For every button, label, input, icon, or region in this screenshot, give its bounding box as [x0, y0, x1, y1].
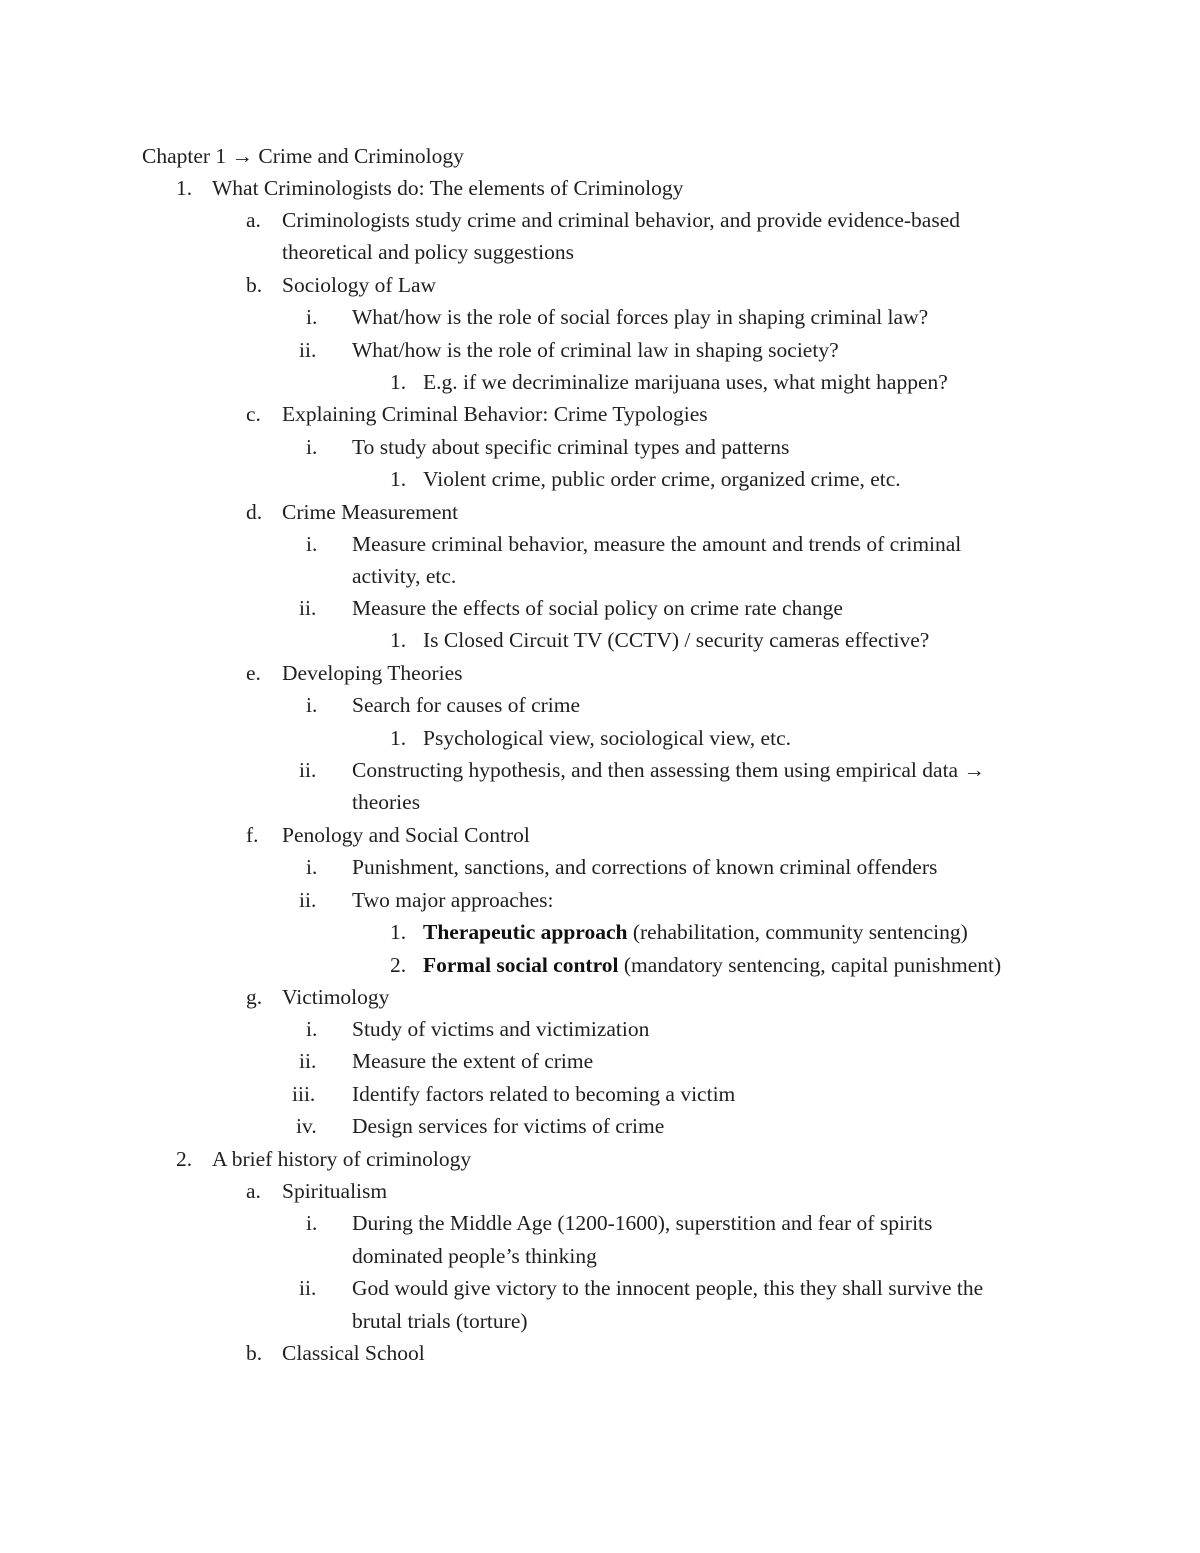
list-item-text: Study of victims and victimization [352, 1017, 650, 1041]
list-marker: i. [306, 305, 318, 329]
list-marker: a. [246, 208, 261, 232]
list-marker: i. [306, 532, 318, 556]
list-marker: iii. [292, 1082, 316, 1106]
list-marker: i. [306, 855, 318, 879]
list-marker: 1. [390, 628, 407, 652]
list-item-text: To study about specific criminal types and patterns [352, 435, 790, 459]
list-item-text: What/how is the role of criminal law in shaping society? [352, 338, 839, 362]
list-marker: g. [246, 985, 263, 1009]
list-marker: i. [306, 1017, 318, 1041]
list-item-text: Sociology of Law [282, 273, 437, 297]
list-item-text: Psychological view, sociological view, etc. [423, 726, 791, 750]
list-item-text: Penology and Social Control [282, 823, 530, 847]
list-marker: 1. [390, 467, 407, 491]
list-item-text: Measure the extent of crime [352, 1049, 594, 1073]
list-marker: ii. [299, 758, 317, 782]
list-item-text: A brief history of criminology [212, 1147, 472, 1171]
list-marker: 1. [390, 920, 407, 944]
list-item-text: Criminologists study crime and criminal behavior, and provide evidence-based [282, 208, 960, 232]
list-marker: 2. [176, 1147, 193, 1171]
list-marker: 1. [390, 726, 407, 750]
list-item-text: E.g. if we decriminalize marijuana uses, what might happen? [423, 370, 948, 394]
list-marker: i. [306, 435, 318, 459]
list-item-text: Explaining Criminal Behavior: Crime Typologies [282, 402, 708, 426]
list-item-text: dominated people’s thinking [352, 1244, 597, 1268]
list-marker: b. [246, 1341, 263, 1365]
list-item-text: During the Middle Age (1200-1600), superstition and fear of spirits [352, 1211, 933, 1235]
list-item-text: Measure the effects of social policy on crime rate change [352, 596, 843, 620]
list-marker: b. [246, 273, 263, 297]
list-marker: e. [246, 661, 261, 685]
list-item-text: Crime Measurement [282, 500, 459, 524]
list-marker: ii. [299, 596, 317, 620]
list-marker: d. [246, 500, 263, 524]
list-item-text: Punishment, sanctions, and corrections of known criminal offenders [352, 855, 938, 879]
list-item-text: brutal trials (torture) [352, 1309, 528, 1333]
bold-term: Therapeutic approach [423, 920, 628, 944]
bold-term: Formal social control [423, 953, 619, 977]
list-item-text: Spiritualism [282, 1179, 388, 1203]
list-marker: f. [246, 823, 259, 847]
list-item-text: Therapeutic approach (rehabilitation, community sentencing) [423, 920, 968, 944]
list-item-text: Design services for victims of crime [352, 1114, 665, 1138]
list-item-text: God would give victory to the innocent people, this they shall survive the [352, 1276, 984, 1300]
list-item-text: theoretical and policy suggestions [282, 240, 574, 264]
list-marker: i. [306, 693, 318, 717]
list-item-text: Classical School [282, 1341, 425, 1365]
list-item-text: Identify factors related to becoming a victim [352, 1082, 736, 1106]
list-item-text: What Criminologists do: The elements of Criminology [212, 176, 684, 200]
list-item-text: Search for causes of crime [352, 693, 581, 717]
list-item-text: Violent crime, public order crime, organized crime, etc. [423, 467, 901, 491]
list-marker: iv. [296, 1114, 317, 1138]
list-marker: 1. [390, 370, 407, 394]
list-marker: ii. [299, 338, 317, 362]
list-item-text: Constructing hypothesis, and then assessing them using empirical data → [352, 758, 985, 782]
list-marker: c. [246, 402, 261, 426]
list-item-text: Developing Theories [282, 661, 463, 685]
list-item-text: theories [352, 790, 421, 814]
list-item-text: Is Closed Circuit TV (CCTV) / security cameras effective? [423, 628, 930, 652]
list-item-text: activity, etc. [352, 564, 457, 588]
list-marker: ii. [299, 1276, 317, 1300]
list-marker: 1. [176, 176, 193, 200]
list-item-text: Victimology [282, 985, 390, 1009]
list-item-text: What/how is the role of social forces play in shaping criminal law? [352, 305, 929, 329]
list-item-text: Two major approaches: [352, 888, 554, 912]
list-marker: i. [306, 1211, 318, 1235]
list-marker: 2. [390, 953, 407, 977]
document-page: Chapter 1 → Crime and Criminology 1. What Criminologists do: The elements of Criminology a. Criminologists study crime and criminal behavior, and provide evidence-based theoretical and policy suggestions b. Sociology of Law i. What/how is the role of social forces play in shaping criminal law? ii. What/how is the role of criminal law in shaping society? 1. E.g. if we decriminalize marijuana uses, what might happen? c. Explaining Criminal Behavior: Crime Typologies i. To study about specific criminal types and patterns 1. Violent crime, public order crime, organized crime, etc. d. Crime Measurement i. Measure criminal behavior, measure the amount and trends of criminal activity, etc. ii. Measure the effects of social policy on crime rate change 1. Is Closed Circuit TV (CCTV) / security cameras effective? e. Developing Theories i. Search for causes of crime 1. Psychological view, sociological view, etc. ii. Constructing hypothesis, and then assessing them using empirical data → theories f. Penology and Social Control i. Punishment, sanctions, and corrections of known criminal offenders ii. Two major approaches: 1. Therapeutic approach (rehabilitation, community sentencing) 2. Formal social control (mandatory sentencing, capital punishment) g. Victimology i. Study of victims and victimization ii. Measure the extent of crime iii. Identify factors related to becoming a victim iv. Design services for victims of crime 2. A brief history of criminology a. Spiritualism i. During the Middle Age (1200-1600), superstition and fear of spirits dominated people’s thinking ii. God would give victory to the innocent people, this they shall survive the brutal trials (torture) b. Classical School [0, 0, 1200, 1553]
list-marker: ii. [299, 888, 317, 912]
list-item-text: Measure criminal behavior, measure the amount and trends of criminal [352, 532, 962, 556]
list-marker: a. [246, 1179, 261, 1203]
list-item-text: Formal social control (mandatory sentencing, capital punishment) [423, 953, 1002, 977]
list-marker: ii. [299, 1049, 317, 1073]
